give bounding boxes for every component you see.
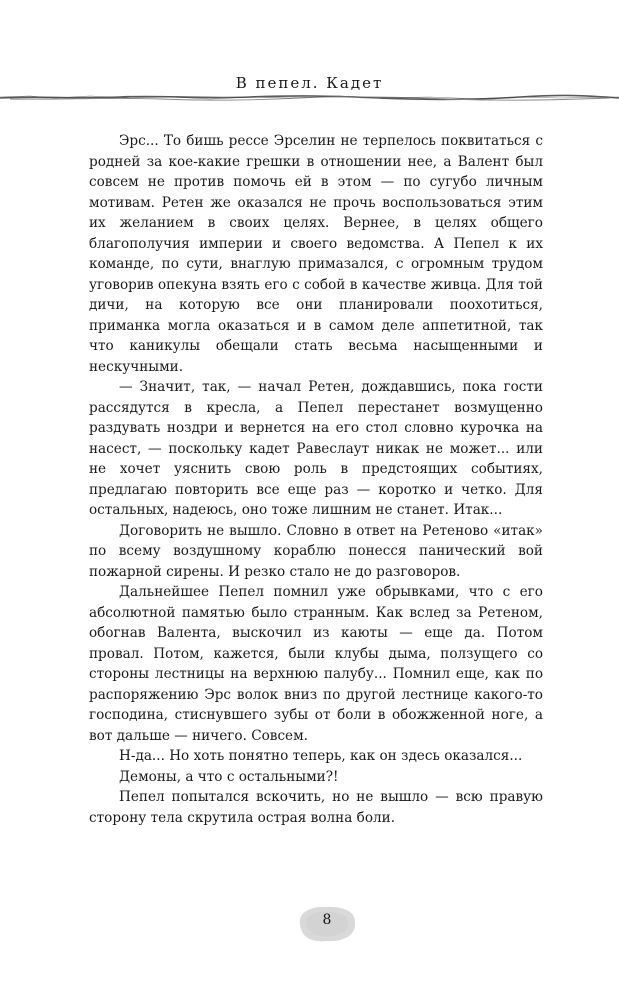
paragraph: Н-да... Но хоть понятно теперь, как он здесь оказался... [119, 748, 523, 764]
paragraph: Договорить не вышло. Словно в ответ на Ретеново «итак» по всему воздушному кораблю понесся панический вой пожарной сирены. И резко стало не до разговоров. [89, 522, 543, 580]
paragraph: Эрс... То бишь рессе Эрселин не терпелось поквитаться с родней за кое-какие грешки в отношении нее, а Валент был совсем не против помочь ей в этом — по сугубо личным мотивам. Ретен же оказался не прочь воспользоваться этим их желанием в своих целях. Вернее, в целях общего благополучия империи и своего ведомства. А Пепел к их команде, по сути, внаглую примазался, с огромным трудом уговорив опекуна взять его с собой в качестве живца. Для той дичи, на которую все они планировали поохотиться, приманка могла оказаться и в самом деле аппетитной, так что каникулы обещали стать весьма насыщенными и нескучными. [89, 133, 543, 375]
paragraph: Дальнейшее Пепел помнил уже обрывками, что с его абсолютной памятью было странным. Как вслед за Ретеном, обогнав Валента, выскочил из каюты — еще да. Потом провал. Потом, кажется, были клубы дыма, ползущего со стороны лестницы на верхнюю палубу... Помнил еще, как по распоряжению Эрс волок вниз по другой лестнице какого-то господина, стиснувшего зубы от боли в обожженной ноге, а вот дальше — ничего. Совсем. [89, 584, 543, 744]
paragraph: Пепел попытался вскочить, но не вышло — всю правую сторону тела скрутила острая волна боли. [89, 789, 543, 826]
main-text [89, 131, 543, 828]
paragraph: — Значит, так, — начал Ретен, дождавшись, пока гости рассядутся в кресла, а Пепел перестанет возмущенно раздувать ноздри и вернется на его стол словно курочка на насест, — поскольку кадет Равеслаут никак не может... или не хочет уяснить свою роль в предстоящих событиях, предлагаю повторить все еще раз — коротко и четко. Для остальных, надеюсь, оно тоже лишним не станет. Итак... [89, 379, 543, 518]
decorative-header-rule [0, 91, 619, 105]
page-number: 8 [322, 912, 332, 928]
paragraph: Демоны, а что с остальными?! [119, 768, 339, 785]
running-title: В пепел. Кадет [235, 74, 384, 92]
